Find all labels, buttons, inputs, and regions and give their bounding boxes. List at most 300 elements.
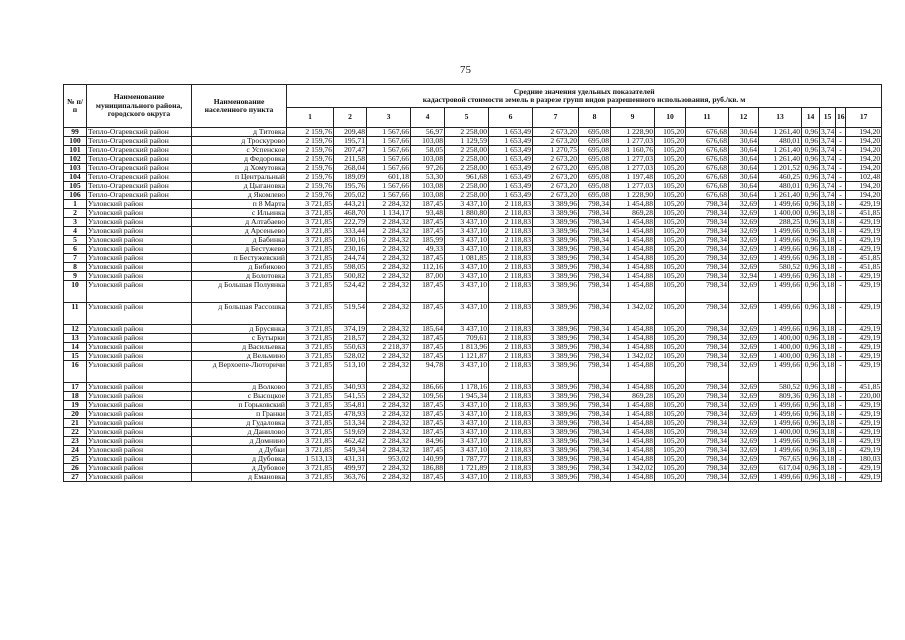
value-col-2: 500,82	[334, 272, 367, 281]
value-col-17: 194,20	[846, 191, 882, 200]
value-col-7: 3 389,96	[533, 200, 579, 209]
value-col-1: 3 721,85	[287, 361, 334, 383]
value-col-3: 2 284,32	[367, 334, 411, 343]
value-col-14: 0,96	[802, 218, 820, 227]
value-col-8: 798,34	[579, 419, 611, 428]
value-col-9: 1 277,03	[611, 137, 655, 146]
value-col-15: 3,74	[821, 145, 835, 154]
value-col-15: 3,74	[821, 181, 835, 190]
value-col-3: 2 284,32	[367, 437, 411, 446]
value-col-1: 3 721,85	[287, 325, 334, 334]
value-col-2: 468,70	[334, 209, 367, 218]
value-col-4: 109,56	[411, 392, 445, 401]
value-col-6: 2 118,83	[489, 401, 533, 410]
value-col-14: 0,96	[802, 428, 820, 437]
value-col-7: 3 389,96	[533, 419, 579, 428]
value-col-6: 2 118,83	[489, 455, 533, 464]
value-col-6: 2 118,83	[489, 352, 533, 361]
district-name: Узловский район	[87, 325, 192, 334]
value-col-7: 3 389,96	[533, 227, 579, 236]
value-col-16: -	[836, 428, 846, 437]
value-col-16: -	[836, 137, 846, 146]
settlement-name: д Дубовка	[192, 455, 287, 464]
value-col-13: 809,36	[759, 392, 802, 401]
value-col-9: 1 342,02	[611, 352, 655, 361]
value-col-13: 1 261,40	[759, 191, 802, 200]
value-col-14: 0,96	[802, 325, 820, 334]
value-col-14: 0,96	[802, 419, 820, 428]
value-col-7: 2 673,20	[533, 137, 579, 146]
value-col-5: 3 437,10	[445, 227, 489, 236]
value-col-7: 3 389,96	[533, 281, 579, 303]
value-col-2: 209,48	[334, 128, 367, 137]
value-col-13: 1 499,66	[759, 281, 802, 303]
value-col-12: 32,69	[729, 446, 759, 455]
value-col-8: 798,34	[579, 200, 611, 209]
value-col-10: 105,20	[655, 137, 686, 146]
value-col-13: 1 499,66	[759, 272, 802, 281]
row-number: 9	[64, 272, 87, 281]
value-col-12: 32,69	[729, 245, 759, 254]
value-col-5: 1 178,16	[445, 383, 489, 392]
value-col-13: 580,52	[759, 383, 802, 392]
table-row	[64, 437, 882, 446]
district-name: Узловский район	[87, 263, 192, 272]
value-col-1: 3 721,85	[287, 245, 334, 254]
value-col-14: 0,96	[802, 392, 820, 401]
value-col-3: 2 284,32	[367, 419, 411, 428]
value-col-17: 429,19	[846, 281, 882, 303]
value-col-17: 220,00	[846, 392, 882, 401]
value-col-1: 2 159,76	[287, 146, 334, 155]
value-col-10: 105,20	[655, 263, 686, 272]
value-col-8: 798,34	[579, 281, 611, 303]
header-col-11: 11	[686, 108, 729, 128]
value-col-8: 798,34	[579, 410, 611, 419]
value-col-15: 3,18	[821, 472, 835, 481]
value-col-12: 32,69	[729, 209, 759, 218]
value-col-16: -	[836, 455, 846, 464]
value-col-4: 140,99	[411, 455, 445, 464]
value-col-16: -	[836, 325, 846, 334]
value-col-9: 1 277,03	[611, 164, 655, 173]
district-name: Узловский район	[87, 464, 192, 473]
row-number: 13	[64, 334, 87, 343]
value-col-1: 3 721,85	[287, 236, 334, 245]
value-col-14: 0,96	[802, 137, 820, 146]
value-col-10: 105,20	[655, 428, 686, 437]
value-col-10: 105,20	[655, 343, 686, 352]
header-col-6: 6	[489, 108, 533, 128]
value-col-13: 1 261,40	[759, 128, 802, 137]
value-col-5: 3 437,10	[445, 419, 489, 428]
value-col-10: 105,20	[655, 272, 686, 281]
value-col-5: 1 721,89	[445, 464, 489, 473]
value-col-10: 105,20	[655, 410, 686, 419]
settlement-name: п Бестужевский	[192, 254, 287, 263]
value-col-14: 0,96	[802, 173, 820, 182]
value-col-9: 1 454,88	[611, 263, 655, 272]
row-number: 106	[64, 191, 87, 200]
value-col-16: -	[836, 146, 846, 155]
district-name: Узловский район	[87, 455, 192, 464]
table-row	[64, 401, 882, 410]
value-col-7: 3 389,96	[533, 272, 579, 281]
district-name: Узловский район	[87, 227, 192, 236]
value-col-14: 0,96	[802, 263, 820, 272]
value-col-9: 1 454,88	[611, 361, 655, 383]
value-col-4: 49,33	[411, 245, 445, 254]
value-col-4: 187,45	[411, 334, 445, 343]
value-col-12: 32,69	[729, 361, 759, 383]
row-number: 24	[64, 446, 87, 455]
value-col-16: -	[836, 464, 846, 473]
value-col-11: 676,68	[686, 128, 729, 137]
settlement-name: с Успенское	[192, 146, 287, 155]
value-col-17: 429,19	[846, 303, 882, 325]
value-col-6: 2 118,83	[489, 227, 533, 236]
settlement-name: д Верхоепе-Люторичи	[192, 361, 287, 383]
value-col-16: -	[836, 155, 846, 164]
value-col-3: 2 284,32	[367, 392, 411, 401]
value-col-7: 2 673,20	[533, 173, 579, 182]
value-col-17: 429,19	[846, 334, 882, 343]
district-name: Узловский район	[87, 401, 192, 410]
value-col-13: 1 400,00	[759, 428, 802, 437]
value-col-12: 32,69	[729, 236, 759, 245]
value-col-11: 798,34	[686, 200, 729, 209]
value-col-7: 3 389,96	[533, 383, 579, 392]
value-col-17: 194,20	[846, 146, 882, 155]
value-col-13: 1 499,66	[759, 245, 802, 254]
value-col-16: -	[836, 401, 846, 410]
value-col-12: 32,69	[729, 401, 759, 410]
district-name: Узловский район	[87, 410, 192, 419]
row-number: 4	[64, 227, 87, 236]
value-col-9: 1 454,88	[611, 455, 655, 464]
settlement-name: п 8 Марта	[192, 200, 287, 209]
value-col-4: 103,08	[411, 191, 445, 200]
value-col-14: 0,96	[802, 473, 820, 482]
value-col-13: 1 400,00	[759, 334, 802, 343]
value-col-15: 3,18	[821, 436, 835, 445]
value-col-16: -	[836, 352, 846, 361]
value-col-13: 767,65	[759, 455, 802, 464]
value-col-10: 105,20	[655, 191, 686, 200]
settlement-name: д Бибиково	[192, 263, 287, 272]
value-col-17: 429,19	[846, 352, 882, 361]
value-col-3: 2 218,37	[367, 343, 411, 352]
value-col-9: 869,28	[611, 209, 655, 218]
value-col-11: 676,68	[686, 137, 729, 146]
value-col-8: 798,34	[579, 236, 611, 245]
value-col-16: -	[836, 200, 846, 209]
value-col-2: 354,81	[334, 401, 367, 410]
value-col-4: 187,45	[411, 473, 445, 482]
row-number: 21	[64, 419, 87, 428]
row-number: 1	[64, 200, 87, 209]
value-col-8: 695,08	[579, 137, 611, 146]
value-col-15: 3,18	[821, 235, 835, 244]
value-col-1: 3 721,85	[287, 209, 334, 218]
district-name: Узловский район	[87, 209, 192, 218]
value-col-15: 3,74	[821, 190, 835, 199]
cadastral-value-table	[63, 84, 882, 482]
value-col-6: 1 653,49	[489, 128, 533, 137]
value-col-5: 2 258,00	[445, 182, 489, 191]
value-col-14: 0,96	[802, 182, 820, 191]
value-col-17: 429,19	[846, 343, 882, 352]
table-row	[64, 419, 882, 428]
value-col-10: 105,20	[655, 218, 686, 227]
value-col-1: 3 721,85	[287, 272, 334, 281]
value-col-7: 2 673,20	[533, 155, 579, 164]
value-col-6: 1 653,49	[489, 137, 533, 146]
value-col-10: 105,20	[655, 401, 686, 410]
value-col-9: 1 160,76	[611, 146, 655, 155]
value-col-3: 2 284,32	[367, 218, 411, 227]
value-col-14: 0,96	[802, 281, 820, 303]
value-col-3: 2 284,32	[367, 303, 411, 325]
value-col-7: 3 389,96	[533, 254, 579, 263]
value-col-5: 709,61	[445, 334, 489, 343]
value-col-16: -	[836, 343, 846, 352]
value-col-7: 3 389,96	[533, 401, 579, 410]
value-col-15: 3,18	[821, 427, 835, 436]
value-col-13: 1 499,66	[759, 361, 802, 383]
value-col-16: -	[836, 446, 846, 455]
value-col-13: 1 499,66	[759, 303, 802, 325]
value-col-8: 798,34	[579, 352, 611, 361]
value-col-10: 105,20	[655, 281, 686, 303]
value-col-1: 2 159,76	[287, 155, 334, 164]
value-col-15: 3,74	[821, 172, 835, 181]
value-col-8: 695,08	[579, 146, 611, 155]
row-number: 6	[64, 245, 87, 254]
value-col-4: 84,96	[411, 437, 445, 446]
value-col-16: -	[836, 437, 846, 446]
value-col-16: -	[836, 410, 846, 419]
value-col-6: 2 118,83	[489, 383, 533, 392]
table-row	[64, 392, 882, 401]
value-col-4: 187,45	[411, 428, 445, 437]
value-col-12: 30,64	[729, 182, 759, 191]
value-col-5: 3 437,10	[445, 410, 489, 419]
header-col-7: 7	[533, 108, 579, 128]
settlement-name: д Арсеньево	[192, 227, 287, 236]
value-col-1: 3 721,85	[287, 410, 334, 419]
district-name: Узловский район	[87, 419, 192, 428]
value-col-11: 676,68	[686, 182, 729, 191]
value-col-17: 451,85	[846, 209, 882, 218]
value-col-16: -	[836, 254, 846, 263]
value-col-16: -	[836, 281, 846, 303]
value-col-17: 429,19	[846, 361, 882, 383]
row-number: 7	[64, 254, 87, 263]
value-col-6: 2 118,83	[489, 263, 533, 272]
value-col-15: 3,18	[821, 208, 835, 217]
district-name: Узловский район	[87, 303, 192, 325]
district-name: Узловский район	[87, 392, 192, 401]
value-col-1: 2 159,76	[287, 191, 334, 200]
value-col-14: 0,96	[802, 155, 820, 164]
value-col-15: 3,18	[821, 418, 835, 427]
district-name: Тепло-Огаревский район	[87, 137, 192, 146]
value-col-2: 443,21	[334, 200, 367, 209]
value-col-9: 1 277,03	[611, 182, 655, 191]
value-col-7: 3 389,96	[533, 245, 579, 254]
value-col-7: 2 673,20	[533, 128, 579, 137]
value-col-12: 30,64	[729, 164, 759, 173]
value-col-11: 798,34	[686, 303, 729, 325]
settlement-name: п Центральный	[192, 173, 287, 182]
table-row	[64, 361, 882, 383]
value-col-15: 3,74	[821, 136, 835, 145]
value-col-4: 186,66	[411, 383, 445, 392]
value-col-3: 2 284,32	[367, 254, 411, 263]
value-col-8: 798,34	[579, 455, 611, 464]
value-col-12: 32,94	[729, 272, 759, 281]
value-col-16: -	[836, 245, 846, 254]
value-col-6: 2 118,83	[489, 437, 533, 446]
value-col-14: 0,96	[802, 128, 820, 137]
settlement-name: д Бабинка	[192, 236, 287, 245]
value-col-4: 187,45	[411, 446, 445, 455]
value-col-6: 2 118,83	[489, 209, 533, 218]
value-col-15: 3,18	[821, 226, 835, 235]
header-col-17: 17	[846, 108, 882, 128]
settlement-name: д Данилово	[192, 428, 287, 437]
value-col-2: 195,76	[334, 182, 367, 191]
value-col-12: 32,69	[729, 383, 759, 392]
value-col-12: 32,69	[729, 437, 759, 446]
value-col-14: 0,96	[802, 464, 820, 473]
value-col-2: 207,47	[334, 146, 367, 155]
value-col-8: 695,08	[579, 173, 611, 182]
value-col-13: 1 499,66	[759, 254, 802, 263]
value-col-7: 3 389,96	[533, 361, 579, 383]
settlement-name: д Федоровка	[192, 155, 287, 164]
value-col-17: 451,85	[846, 383, 882, 392]
value-col-12: 32,69	[729, 455, 759, 464]
value-col-8: 798,34	[579, 343, 611, 352]
value-col-11: 798,34	[686, 263, 729, 272]
row-number: 16	[64, 361, 87, 383]
value-col-5: 3 437,10	[445, 325, 489, 334]
value-col-2: 513,10	[334, 361, 367, 383]
row-number: 19	[64, 401, 87, 410]
value-col-14: 0,96	[802, 272, 820, 281]
value-col-14: 0,96	[802, 191, 820, 200]
value-col-12: 32,69	[729, 303, 759, 325]
value-col-14: 0,96	[802, 383, 820, 392]
value-col-5: 3 437,10	[445, 401, 489, 410]
value-col-3: 1 567,66	[367, 146, 411, 155]
district-name: Узловский район	[87, 281, 192, 303]
value-col-1: 2 159,76	[287, 164, 334, 173]
settlement-name: д Васильевка	[192, 343, 287, 352]
value-col-7: 3 389,96	[533, 428, 579, 437]
header-col-15: 15	[820, 108, 836, 128]
value-col-8: 798,34	[579, 361, 611, 383]
value-col-8: 798,34	[579, 334, 611, 343]
value-col-5: 1 813,96	[445, 343, 489, 352]
settlement-name: с Высоцкое	[192, 392, 287, 401]
value-col-17: 194,20	[846, 137, 882, 146]
value-col-3: 1 567,66	[367, 191, 411, 200]
value-col-6: 2 118,83	[489, 281, 533, 303]
value-col-17: 429,19	[846, 200, 882, 209]
value-col-4: 187,45	[411, 343, 445, 352]
value-col-1: 1 513,13	[287, 455, 334, 464]
value-col-5: 1 787,77	[445, 455, 489, 464]
value-col-14: 0,96	[802, 455, 820, 464]
value-col-13: 1 499,66	[759, 401, 802, 410]
value-col-9: 1 197,48	[611, 173, 655, 182]
value-col-8: 798,34	[579, 263, 611, 272]
value-col-15: 3,18	[821, 463, 835, 472]
value-col-1: 3 721,85	[287, 428, 334, 437]
value-col-2: 519,69	[334, 428, 367, 437]
row-number: 105	[64, 182, 87, 191]
value-col-2: 363,76	[334, 473, 367, 482]
value-col-1: 3 721,85	[287, 343, 334, 352]
value-col-8: 798,34	[579, 245, 611, 254]
value-col-3: 2 284,32	[367, 281, 411, 303]
value-col-4: 187,45	[411, 303, 445, 325]
value-col-2: 541,55	[334, 392, 367, 401]
value-col-10: 105,20	[655, 227, 686, 236]
value-col-2: 550,63	[334, 343, 367, 352]
value-col-8: 798,34	[579, 446, 611, 455]
value-col-11: 798,34	[686, 325, 729, 334]
value-col-15: 3,18	[821, 454, 835, 463]
value-col-16: -	[836, 361, 846, 383]
table-row	[64, 446, 882, 455]
value-col-11: 798,34	[686, 473, 729, 482]
value-col-5: 961,68	[445, 173, 489, 182]
value-col-11: 798,34	[686, 410, 729, 419]
value-col-8: 695,08	[579, 128, 611, 137]
settlement-name: д Троскурово	[192, 137, 287, 146]
value-col-6: 2 118,83	[489, 419, 533, 428]
value-col-12: 32,69	[729, 325, 759, 334]
value-col-13: 1 499,66	[759, 227, 802, 236]
value-col-16: -	[836, 303, 846, 325]
value-col-1: 2 159,76	[287, 182, 334, 191]
value-col-1: 3 721,85	[287, 352, 334, 361]
value-col-12: 32,69	[729, 428, 759, 437]
value-col-2: 478,93	[334, 410, 367, 419]
value-col-6: 1 653,49	[489, 146, 533, 155]
value-col-8: 798,34	[579, 272, 611, 281]
row-number: 14	[64, 343, 87, 352]
value-col-13: 617,04	[759, 464, 802, 473]
header-col-1: 1	[287, 108, 334, 128]
settlement-name: п Гранки	[192, 410, 287, 419]
value-col-2: 205,02	[334, 191, 367, 200]
value-col-7: 3 389,96	[533, 343, 579, 352]
value-col-12: 32,69	[729, 227, 759, 236]
value-col-10: 105,20	[655, 245, 686, 254]
value-col-7: 3 389,96	[533, 334, 579, 343]
table-row	[64, 464, 882, 473]
value-col-12: 32,69	[729, 281, 759, 303]
value-col-15: 3,18	[821, 199, 835, 208]
value-col-11: 798,34	[686, 352, 729, 361]
table-row	[64, 227, 882, 236]
value-col-5: 1 129,59	[445, 137, 489, 146]
